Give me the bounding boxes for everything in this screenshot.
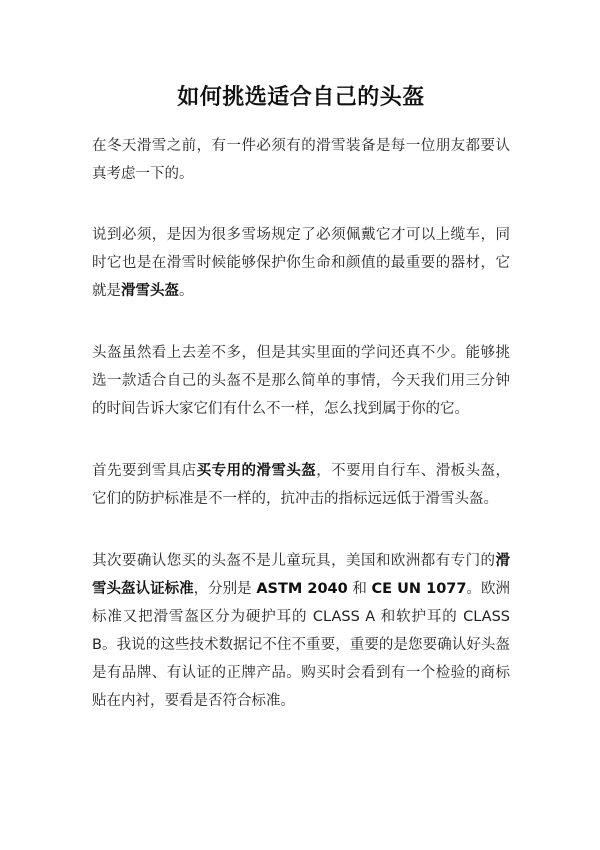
bold-term-ce: CE UN 1077 bbox=[371, 581, 467, 597]
paragraph-text: 和 bbox=[347, 581, 372, 597]
paragraph-text: 其次要确认您买的头盔不是儿童玩具，美国和欧洲都有专门的 bbox=[92, 553, 496, 569]
paragraph-text: ，分别是 bbox=[193, 581, 257, 597]
paragraph-text: 说到必须，是因为很多雪场规定了必须佩戴它才可以上缆车，同时它也是在滑雪时候能够保护你生命和颜值的最重要的器材，它就是 bbox=[92, 227, 510, 299]
document-title: 如何挑选适合自己的头盔 bbox=[177, 85, 425, 110]
paragraph-text: 。 bbox=[179, 283, 194, 299]
paragraph-text: ，不要用自行车、滑板头盔，它们的防护标准是不一样的，抗冲击的指标远远低于滑雪头盔。 bbox=[92, 463, 511, 507]
paragraph-first-tip bbox=[92, 457, 510, 513]
paragraph-second-tip bbox=[92, 547, 510, 715]
paragraph-text: 首先要到雪具店 bbox=[92, 463, 197, 479]
bold-term-astm: ASTM 2040 bbox=[256, 581, 348, 597]
paragraph-overview bbox=[92, 339, 510, 423]
paragraph-text: 。欧洲标准又把滑雪盔区分为硬护耳的 CLASS A 和软护耳的 CLASS B。我说的这些技术数据记不住不重要，重要的是您要确认好头盔是有品牌、有认证的正牌产品。购买时会看到有一个检验的商标贴在内衬，要看是否符合标准。 bbox=[92, 581, 511, 709]
paragraph-text: 在冬天滑雪之前，有一件必须有的滑雪装备是每一位朋友都要认真考虑一下的。 bbox=[92, 138, 510, 182]
paragraph-intro bbox=[92, 132, 510, 188]
paragraph-why-required bbox=[92, 221, 510, 305]
bold-term-ski-helmet: 滑雪头盔 bbox=[121, 283, 179, 299]
paragraph-text: 头盔虽然看上去差不多，但是其实里面的学问还真不少。能够挑选一款适合自己的头盔不是那么简单的事情，今天我们用三分钟的时间告诉大家它们有什么不一样，怎么找到属于你的它。 bbox=[92, 345, 510, 417]
bold-term-certification: 滑雪头盔认证标准 bbox=[92, 553, 510, 597]
bold-term-dedicated-helmet: 买专用的滑雪头盔 bbox=[196, 463, 317, 479]
